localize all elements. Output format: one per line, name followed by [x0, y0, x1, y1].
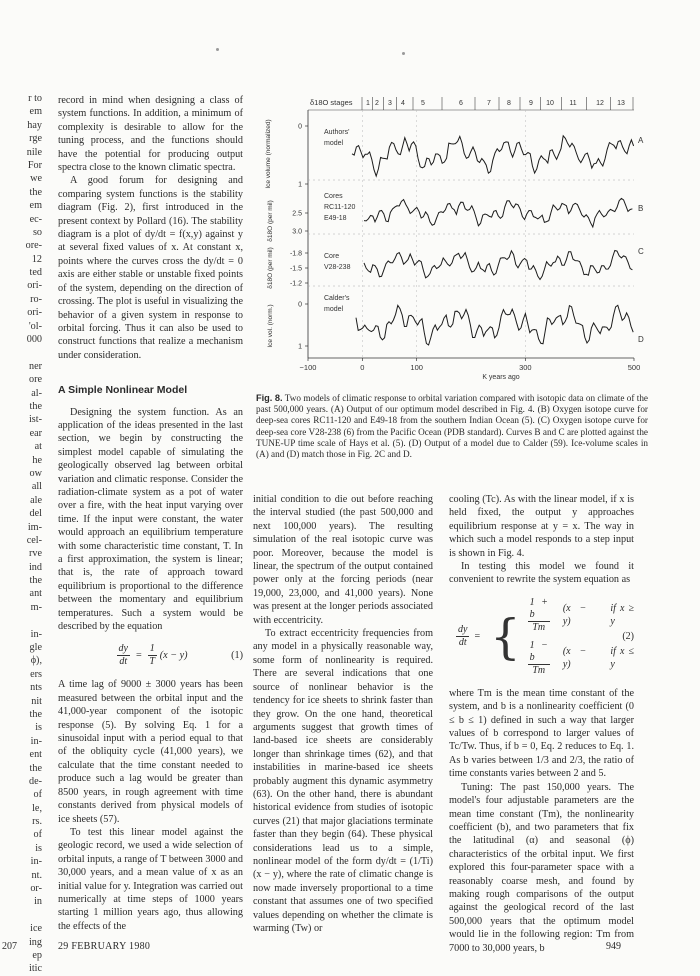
gutter-line: ers: [30, 668, 42, 680]
speck: [402, 52, 405, 55]
gutter-line: rge: [29, 133, 42, 145]
text-column-2: [253, 493, 433, 935]
gutter-line: [0, 909, 42, 922]
curve-d: [356, 305, 633, 345]
gutter-line: in-: [30, 856, 42, 868]
paragraph: A good forum for designing and comparing system functions is the stability diagram (Fig. 2), first introduced in the present context by Pollard (16). The stability diagram is a plot of dy/dt = f(x,y) against y at several fixed values of x. At constant x, points where the curves cross the dy/dt = 0 axis are either stable or unstable fixed points of the system, depending on the direction of crossing. The plot is useful in visualizing the behavior of a given system in response to orbital forcing. Thus it can also be used to construct functions that realize a mechanism under consideration.: [58, 175, 243, 361]
cropped-prev-column: [0, 92, 44, 976]
panel-label-c: C: [638, 247, 644, 256]
gutter-line: or-: [30, 883, 42, 895]
gutter-line: the: [29, 762, 42, 774]
gutter-line: is: [35, 842, 42, 854]
gutter-line: the: [29, 708, 42, 720]
equation-1: $\frac{dy}{dt}$ = $\frac{1}{T}$ (x − y) (1): [118, 643, 243, 668]
brace: {: [490, 608, 521, 665]
gutter-line: all: [31, 481, 42, 493]
stage-3: 3: [388, 100, 392, 107]
gutter-line: em: [29, 106, 42, 118]
curve-c: [364, 251, 632, 280]
y-tick-label: -1.2: [289, 280, 302, 288]
gutter-line: nile: [26, 146, 42, 158]
gutter-line: ind: [28, 561, 42, 573]
gutter-line: ore: [28, 374, 42, 386]
gutter-line: in-: [30, 735, 42, 747]
paragraph: In testing this model we found it convenient to rewrite the system equation as: [449, 561, 634, 586]
y-tick-label: 3.0: [292, 228, 302, 236]
y-axis-label: Ice vol. (norm.): [267, 304, 274, 348]
y-axis-label: Ice volume (normalized): [265, 119, 272, 189]
gutter-line: so: [32, 226, 42, 238]
gutter-line: nit: [31, 695, 42, 707]
panel-a-text: Authors': [324, 129, 350, 136]
gutter-line: le,: [32, 802, 42, 814]
gutter-line: [0, 346, 42, 359]
gutter-line: de-: [28, 775, 42, 787]
footer-page-number-left: 207: [2, 941, 17, 952]
text-column-1: [58, 94, 243, 933]
fraction: $\frac{1}{T}$: [149, 643, 155, 668]
panel-b-text: RC11-120: [324, 204, 356, 211]
gutter-line: ant: [29, 588, 42, 600]
gutter-line: at: [34, 441, 42, 453]
gutter-line: ori-: [27, 280, 42, 292]
paragraph: To test this linear model against the geologic record, we used a wide selection of orbital inputs, a range of T between 3000 and 30,000 years, and a mean value of x as an initial value for y. Integration was carried out numerically at time steps of 1000 years starting 1 million years ago, thus allowing the effects of the: [58, 826, 243, 932]
gutter-line: ted: [29, 267, 42, 279]
stage-10: 10: [546, 100, 554, 107]
gutter-line: [0, 614, 42, 627]
speck: [216, 48, 219, 51]
gutter-line: r to: [28, 93, 42, 104]
gutter-line: cel-: [26, 534, 42, 546]
stage-5: 5: [421, 100, 425, 107]
panel-b-text: Cores: [324, 193, 343, 200]
y-tick-label: -1.5: [289, 265, 302, 273]
curve-b: [364, 198, 632, 227]
y-axis-label: δ18O (per mil): [267, 200, 274, 242]
curves: [352, 136, 634, 345]
gutter-line: in: [34, 896, 42, 908]
gutter-line: ec-: [29, 213, 42, 225]
gutter-line: ori-: [27, 307, 42, 319]
paragraph: A time lag of 9000 ± 3000 years has been measured between the orbital input and the 41,000-year component of the isotopic response (5). By solving Eq. 1 for a sinusoidal input with a period equal to that of the obliquity cycle (41,000 years), we calculate that the time constant needed to produce such a lag would be greater than 8500 years, in rough agreement with time constants derived from physical models of ice sheets (57).: [58, 679, 243, 825]
gutter-line: ro-: [30, 293, 42, 305]
text-column-3: [449, 493, 634, 955]
gutter-line: ow: [29, 467, 42, 479]
stages-label: δ18O stages: [310, 98, 353, 107]
footer-date: 29 FEBRUARY 1980: [58, 941, 151, 952]
gutter-line: im-: [27, 521, 42, 533]
stage-11: 11: [569, 100, 577, 107]
gutter-line: rs.: [32, 816, 42, 828]
cases: [525, 597, 634, 677]
case-2: $\frac{1 - b}{Tm}$ (x − y) if x ≤ y: [529, 639, 634, 676]
gutter-line: m-: [30, 601, 42, 613]
panel-label-d: D: [638, 335, 644, 344]
gutter-line: gle: [29, 642, 42, 654]
paragraph: cooling (Tc). As with the linear model, if x is held fixed, the output y approaches equilibrium response at y = x. The way in which such a model responds to a step input is shown in Fig. 4.: [449, 494, 634, 559]
plot-area: [305, 110, 634, 361]
equation-number: (1): [231, 650, 243, 662]
x-tick-label: 500: [627, 363, 641, 372]
stage-1: 1: [366, 100, 370, 107]
gutter-line: ent: [29, 749, 42, 761]
gutter-line: of: [33, 789, 42, 801]
caption-label: Fig. 8.: [256, 393, 283, 403]
gutter-line: rve: [28, 548, 42, 560]
gutter-line: em: [29, 200, 42, 212]
gutter-line: nt.: [31, 869, 42, 881]
x-axis-label: K years ago: [482, 374, 520, 381]
gutter-line: is: [35, 722, 42, 734]
gutter-line: del: [29, 508, 42, 520]
stage-9: 9: [529, 100, 533, 107]
paragraph: Tuning: The past 150,000 years. The model's four adjustable parameters are the mean time constant (Tm), the nonlinearity coefficient (b), and two parameters that fix the latitudinal (α) and seasonal (ϕ) characteristics of the orbital input. We first explored this four-parameter space with a reasonably coarse mesh, and found by making rough comparisons of the output against the geological record of the last 500,000 years that the optimum model would lie in the following region: Tm from 7000 to 30,000 years, b: [449, 781, 634, 954]
figure-plot: [256, 96, 648, 382]
section-heading: A Simple Nonlinear Model: [58, 384, 188, 397]
gutter-line: 'ol-: [28, 320, 42, 332]
gutter-line: in-: [30, 628, 42, 640]
figure-8: [256, 96, 648, 382]
gutter-line: ore-: [25, 240, 42, 252]
paragraph: initial condition to die out before reaching the interval studied (the past 500,000 and next 100,000 years). The resulting simulation of the real isotopic curve was poor. Moreover, because the model is linear, the spectrum of the output contained power only at the forcing periods (near 19,000, 23,000, and 41,000 years). None was present at the longer periods associated with eccentricity.: [253, 494, 433, 626]
gutter-line: hay: [27, 119, 42, 131]
stage-7: 7: [487, 100, 491, 107]
fraction: $\frac{dy}{dt}$: [458, 624, 468, 649]
paragraph: where Tm is the mean time constant of the system, and b is a nonlinearity coefficient (0 ≤ b ≤ 1) defined in such a way that larger values of b correspond to larger values of Tc/Tw. Thus, if b = 0, Eq. 2 reduces to Eq. 1. As b varies between 1/3 and 2/3, the ratio of time constants varies between 2 and 5.: [449, 687, 634, 780]
fraction: $\frac{dy}{dt}$: [118, 643, 128, 668]
stage-6: 6: [459, 100, 463, 107]
panel-d-text: Calder's: [324, 295, 350, 302]
stages-row: [308, 97, 634, 110]
gutter-line: ale: [30, 494, 42, 506]
gutter-line: ner: [28, 360, 42, 372]
equation-2: $\frac{dy}{dt}$ = { $\frac{1 + b}{Tm}$ (x − y) if x ≥ y $\frac{1 - b}{Tm}$ (x − y) if x ≤ y (2): [458, 596, 634, 676]
gutter-line: he: [32, 454, 42, 466]
panel-b-text: E49-18: [324, 215, 347, 222]
gutter-line: 12: [31, 253, 42, 265]
stage-2: 2: [375, 100, 379, 107]
panel-c-text: V28-238: [324, 264, 351, 271]
figure-caption: [256, 393, 648, 460]
paragraph: Designing the system function. As an application of the ideas presented in the last section, we begin by constructing the simplest model capable of simulating the geologically observed lag between orbital variation and climatic response. Consider the radiation-climate system as a pot of water over a fire, with the heat input varying over time. If the input were constant, the water would approach an equilibrium temperature with some characteristic time constant, T. In a first approximation, the system is linear; that is, the rate of approach toward equilibrium is proportional to the difference between the momentary and equilibrium temperatures. Such a system would be described by the equation: [58, 406, 243, 633]
labels: [265, 119, 644, 381]
gutter-line: ep: [32, 950, 42, 961]
y-tick-label: 1: [298, 181, 302, 189]
gutter-line: al-: [31, 387, 42, 399]
gutter-line: ing: [28, 936, 42, 948]
equation-number: (2): [622, 631, 634, 643]
panel-label-b: B: [638, 204, 644, 213]
gutter-line: itic: [28, 963, 42, 975]
caption-text: Two models of climatic response to orbital variation compared with isotopic data on climate of the past 500,000 years. (A) Output of our optimum model described in Fig. 4. (B) Oxygen isotope curve for deep-sea cores RC11-120 and E49-18 from the southern Indian Ocean (5). (C) Oxygen isotope curve for deep-sea core V28-238 (6) from the Pacific Ocean (PDB standard). Curves B and C are plotted against the TUNE-UP time scale of Hays et al. (5). (D) Output of a model due to Calder (59). Ice-volume scales in (A) and (D) match those in Fig. 2C and D.: [256, 393, 648, 460]
gutter-line: For: [27, 159, 42, 171]
gutter-line: of: [33, 829, 42, 841]
paragraph: To extract eccentricity frequencies from any model in a physically reasonable way, some form of nonlinearity is required. There are several indications that one source of nonlinear behavior is the tendency for ice sheets to shrink faster than they grow. On the one hand, theoretical arguments suggest that growth times of land-based ice sheets are considerably longer than shrinkage times (62), and that instabilities in marine-based ice sheets probably augment this dynamic asymmetry (63). On the other hand, there is abundant historical evidence from studies of isotopic curves (21) that major glaciations terminate faster than they begin (64). These physical considerations lead us to a simple, nonlinear model of the form dy/dt = (1/Ti)(x − y), where the rate of climatic change is now made inversely proportional to a time constant that assumes one of two specified values depending on whether the climate is warming (Tw) or: [253, 628, 433, 934]
gutter-line: the: [29, 575, 42, 587]
stage-13: 13: [617, 100, 625, 107]
gutter-line: 000: [26, 334, 42, 346]
footer-page-number: 949: [606, 941, 621, 952]
y-tick-label: 0: [298, 301, 302, 309]
x-tick-label: −100: [299, 363, 317, 372]
x-tick-label: 300: [519, 363, 532, 372]
stage-4: 4: [401, 100, 405, 107]
paragraph: record in mind when designing a class of system functions. In addition, a minimum of complexity is desirable to allow for the tuning process, and the functions should have the potential for producing output spectra close to the known climatic spectra.: [58, 95, 243, 174]
y-tick-label: 0: [298, 123, 302, 131]
gutter-line: ice: [30, 923, 42, 935]
curve-a: [352, 136, 634, 176]
y-tick-label: 2.5: [292, 210, 302, 218]
panel-c-text: Core: [324, 253, 340, 260]
stage-8: 8: [507, 100, 511, 107]
x-tick-label: 100: [410, 363, 423, 372]
gutter-line: the: [29, 400, 42, 412]
gutter-line: the: [29, 186, 42, 198]
y-tick-label: -1.8: [289, 250, 302, 258]
x-tick-label: 0: [360, 363, 365, 372]
panel-label-a: A: [638, 136, 644, 145]
gutter-line: ϕ),: [30, 655, 42, 667]
gutter-line: we: [30, 173, 42, 185]
y-axis-label: δ18O (per mil): [267, 247, 274, 289]
gutter-line: ear: [29, 427, 42, 439]
gutter-line: ist-: [28, 414, 42, 426]
panel-d-text: model: [324, 306, 344, 313]
y-tick-label: 1: [298, 343, 302, 351]
gutter-line: nts: [30, 682, 42, 694]
panel-a-text: model: [324, 140, 344, 147]
case-1: $\frac{1 + b}{Tm}$ (x − y) if x ≥ y: [529, 596, 634, 633]
stage-12: 12: [596, 100, 604, 107]
